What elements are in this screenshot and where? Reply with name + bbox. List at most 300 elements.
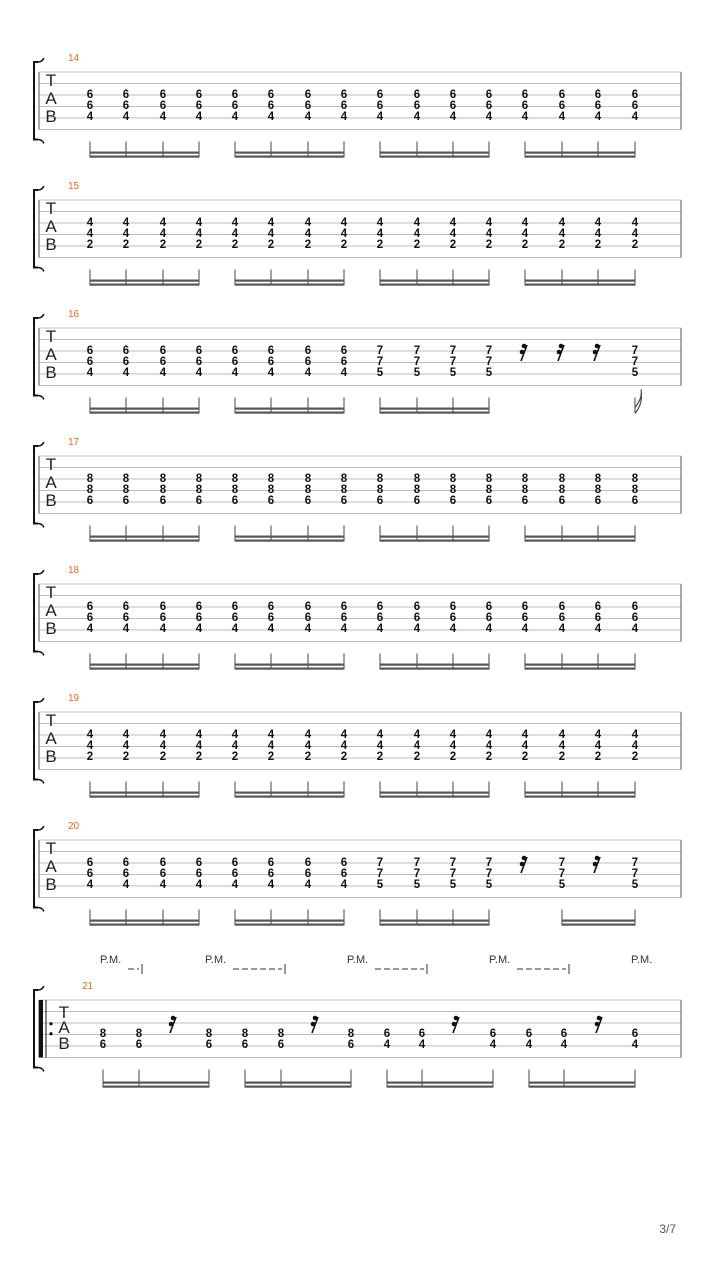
fret-number: 6 [86,495,94,507]
fret-number: 6 [521,612,529,624]
fret-number: 4 [267,740,275,752]
fret-number: 4 [122,111,130,123]
fret-number: 6 [304,857,312,869]
fret-number: 6 [159,345,167,357]
fret-number: 7 [376,857,384,869]
fret-number: 2 [449,239,457,251]
fret-number: 4 [86,623,94,635]
beam-lower [380,668,489,670]
fret-number: 5 [485,879,493,891]
fret-number: 4 [159,879,167,891]
fret-number: 6 [340,356,348,368]
fret-number: 8 [558,473,566,485]
bracket-bottom-curl [38,908,44,912]
beam-lower [235,412,344,414]
fret-number: 8 [159,484,167,496]
fret-number: 6 [413,601,421,613]
beam-lower [235,668,344,670]
fret-number: 6 [449,495,457,507]
bracket-top-curl [38,698,44,702]
fret-number: 4 [521,729,529,741]
rest-dot [597,1016,602,1021]
fret-number: 7 [449,868,457,880]
fret-number: 6 [418,1028,426,1040]
system-bracket [34,830,38,908]
beam-lower [525,796,635,798]
fret-number: 7 [449,356,457,368]
fret-number: 4 [231,623,239,635]
fret-number: 4 [376,111,384,123]
beam-lower [380,796,489,798]
fret-number: 4 [558,740,566,752]
fret-number: 6 [558,601,566,613]
fret-number: 2 [558,239,566,251]
fret-number: 2 [195,239,203,251]
fret-number: 4 [631,729,639,741]
bracket-top-curl [38,314,44,318]
fret-number: 4 [521,111,529,123]
fret-number: 4 [195,228,203,240]
sixteenth-rest [311,1016,318,1033]
fret-number: 6 [267,345,275,357]
fret-number: 6 [195,89,203,101]
fret-number: 2 [631,239,639,251]
fret-number: 7 [558,857,566,869]
fret-number: 2 [231,751,239,763]
rest-dot [522,856,527,861]
fret-number: 4 [340,228,348,240]
beam-lower [525,668,635,670]
beam-lower [90,412,199,414]
fret-number: 4 [195,623,203,635]
fret-number: 4 [267,367,275,379]
fret-number: 6 [340,495,348,507]
fret-number: 4 [340,367,348,379]
fret-number: 8 [304,484,312,496]
fret-number: 2 [304,239,312,251]
rest-dot [593,350,598,355]
bracket-top-curl [38,570,44,574]
tab-system-19 [34,693,681,798]
sixteenth-rest [593,856,600,873]
fret-number: 8 [267,473,275,485]
fret-number: 4 [122,623,130,635]
fret-number: 4 [195,217,203,229]
fret-number: 8 [304,473,312,485]
fret-number: 4 [340,879,348,891]
tab-letter-t: T [45,711,57,730]
fret-number: 6 [631,89,639,101]
fret-number: 6 [267,612,275,624]
fret-number: 2 [558,751,566,763]
sixteenth-rest [557,344,564,361]
beam-upper [525,792,635,794]
fret-number: 6 [376,495,384,507]
fret-number: 7 [413,345,421,357]
fret-number: 6 [195,356,203,368]
fret-number: 6 [122,89,130,101]
tab-letter-b: B [45,235,57,254]
tab-letter-a: A [45,601,57,620]
fret-number: 8 [340,473,348,485]
page-number: 3/7 [659,1222,676,1236]
beam-upper [380,920,489,922]
fret-number: 6 [159,601,167,613]
measure-number: 20 [68,821,80,832]
tab-letter-t: T [45,839,57,858]
fret-number: 7 [449,857,457,869]
fret-number: 6 [122,345,130,357]
fret-number: 7 [376,345,384,357]
fret-number: 8 [231,484,239,496]
beam-upper [529,1082,635,1084]
beam-lower [235,540,344,542]
system-bracket [34,574,38,652]
fret-number: 6 [413,100,421,112]
fret-number: 6 [631,100,639,112]
fret-number: 4 [159,217,167,229]
bracket-bottom-curl [38,780,44,784]
rest-dot [171,1016,176,1021]
fret-number: 6 [195,612,203,624]
fret-number: 4 [449,228,457,240]
tab-letter-b: B [45,363,57,382]
fret-number: 6 [205,1039,213,1051]
bracket-bottom-curl [38,268,44,272]
fret-number: 6 [122,495,130,507]
fret-number: 6 [122,857,130,869]
fret-number: 4 [195,879,203,891]
fret-number: 2 [267,239,275,251]
beam-upper [235,920,344,922]
fret-number: 7 [413,868,421,880]
fret-number: 4 [231,879,239,891]
system-bracket [34,446,38,524]
fret-number: 5 [376,367,384,379]
bracket-bottom-curl [38,652,44,656]
fret-number: 6 [231,495,239,507]
fret-number: 6 [340,857,348,869]
fret-number: 6 [267,857,275,869]
fret-number: 6 [594,89,602,101]
fret-number: 4 [485,740,493,752]
fret-number: 4 [521,623,529,635]
tab-letter-a: A [45,217,57,236]
fret-number: 6 [267,89,275,101]
fret-number: 6 [231,89,239,101]
fret-number: 6 [86,612,94,624]
fret-number: 5 [558,879,566,891]
fret-number: 4 [489,1039,497,1051]
fret-number: 6 [304,89,312,101]
fret-number: 4 [485,111,493,123]
beam-lower [235,796,344,798]
fret-number: 6 [594,495,602,507]
fret-number: 4 [413,217,421,229]
fret-number: 6 [304,601,312,613]
fret-number: 7 [558,868,566,880]
fret-number: 8 [376,473,384,485]
tab-letter-t: T [58,1003,70,1022]
beam-lower [103,1086,209,1088]
fret-number: 6 [558,495,566,507]
beam-lower [525,156,635,158]
fret-number: 4 [594,228,602,240]
fret-number: 4 [304,740,312,752]
fret-number: 2 [521,751,529,763]
fret-number: 2 [122,239,130,251]
fret-number: 4 [340,729,348,741]
rest-dot [559,344,564,349]
rest-dot [169,1022,174,1027]
fret-number: 4 [449,111,457,123]
sixteenth-rest [595,1016,602,1033]
fret-number: 4 [521,228,529,240]
tab-system-18 [34,565,681,670]
fret-number: 4 [449,740,457,752]
fret-number: 6 [413,89,421,101]
fret-number: 4 [594,111,602,123]
fret-number: 6 [340,89,348,101]
fret-number: 6 [449,601,457,613]
fret-number: 6 [485,612,493,624]
tab-letter-b: B [45,747,57,766]
tab-letter-t: T [45,199,57,218]
measure-number: 15 [68,181,80,192]
fret-number: 6 [485,89,493,101]
fret-number: 5 [449,367,457,379]
beam-upper [235,792,344,794]
fret-number: 6 [594,601,602,613]
tab-letter-b: B [45,875,57,894]
beam-upper [380,664,489,666]
fret-number: 6 [521,601,529,613]
fret-number: 6 [267,601,275,613]
measure-number: 19 [68,693,80,704]
fret-number: 4 [558,729,566,741]
fret-number: 4 [594,740,602,752]
fret-number: 7 [631,356,639,368]
fret-number: 6 [449,100,457,112]
fret-number: 8 [99,1028,107,1040]
fret-number: 4 [231,729,239,741]
fret-number: 4 [267,729,275,741]
fret-number: 6 [231,857,239,869]
fret-number: 4 [304,217,312,229]
fret-number: 4 [631,111,639,123]
fret-number: 6 [304,612,312,624]
beam-upper [90,152,199,154]
beam-lower [235,156,344,158]
fret-number: 6 [195,868,203,880]
fret-number: 8 [159,473,167,485]
fret-number: 6 [159,868,167,880]
fret-number: 4 [485,217,493,229]
fret-number: 8 [122,473,130,485]
measure-number: 16 [68,309,80,320]
fret-number: 6 [521,495,529,507]
fret-number: 6 [231,612,239,624]
beam-upper [380,792,489,794]
fret-number: 4 [267,879,275,891]
fret-number: 4 [594,623,602,635]
fret-number: 6 [267,356,275,368]
tab-letter-t: T [45,71,57,90]
fret-number: 4 [159,623,167,635]
fret-number: 4 [267,217,275,229]
sixteenth-rest [520,856,527,873]
fret-number: 2 [159,239,167,251]
fret-number: 2 [521,239,529,251]
fret-number: 6 [413,612,421,624]
palm-mute-label: P.M. [205,954,227,966]
tab-system-20 [34,821,681,926]
fret-number: 6 [340,612,348,624]
fret-number: 4 [304,879,312,891]
beam-upper [235,280,344,282]
measure-number: 21 [82,981,94,992]
beam-lower [245,1086,351,1088]
fret-number: 7 [485,868,493,880]
fret-number: 6 [304,495,312,507]
bracket-top-curl [38,58,44,62]
beam-upper [387,1082,493,1084]
fret-number: 5 [631,367,639,379]
bracket-top-curl [38,826,44,830]
rest-dot [452,1022,457,1027]
fret-number: 2 [122,751,130,763]
fret-number: 8 [485,484,493,496]
fret-number: 6 [195,857,203,869]
rest-dot [520,350,525,355]
fret-number: 6 [347,1039,355,1051]
fret-number: 5 [631,879,639,891]
sixteenth-rest [452,1016,459,1033]
fret-number: 4 [449,729,457,741]
fret-number: 6 [489,1028,497,1040]
fret-number: 4 [521,217,529,229]
fret-number: 6 [159,100,167,112]
fret-number: 6 [86,857,94,869]
fret-number: 4 [558,623,566,635]
beam-lower [235,284,344,286]
fret-number: 6 [449,89,457,101]
bracket-top-curl [38,186,44,190]
fret-number: 6 [86,89,94,101]
beam-upper [562,920,635,922]
fret-number: 6 [159,89,167,101]
beam-upper [380,280,489,282]
fret-number: 7 [413,356,421,368]
tab-letter-t: T [45,583,57,602]
fret-number: 4 [86,729,94,741]
fret-number: 6 [86,601,94,613]
fret-number: 6 [135,1039,143,1051]
fret-number: 6 [267,100,275,112]
fret-number: 6 [231,601,239,613]
system-bracket [34,990,38,1068]
repeat-thick-bar [39,1000,43,1058]
fret-number: 6 [594,100,602,112]
fret-number: 2 [594,751,602,763]
fret-number: 4 [376,228,384,240]
fret-number: 7 [485,345,493,357]
fret-number: 6 [122,100,130,112]
fret-number: 6 [122,868,130,880]
beam-upper [525,152,635,154]
system-bracket [34,62,38,140]
fret-number: 2 [485,239,493,251]
system-bracket [34,318,38,396]
tab-letter-a: A [45,473,57,492]
fret-number: 6 [449,612,457,624]
tab-letter-t: T [45,455,57,474]
fret-number: 6 [376,612,384,624]
beam-upper [90,280,199,282]
fret-number: 4 [231,228,239,240]
fret-number: 6 [195,100,203,112]
fret-number: 4 [560,1039,568,1051]
fret-number: 8 [631,473,639,485]
fret-number: 6 [195,601,203,613]
fret-number: 6 [560,1028,568,1040]
fret-number: 4 [86,111,94,123]
fret-number: 2 [631,751,639,763]
beam-lower [380,924,489,926]
fret-number: 6 [304,100,312,112]
fret-number: 4 [413,228,421,240]
fret-number: 4 [594,729,602,741]
palm-mute-label: P.M. [631,954,653,966]
fret-number: 2 [413,239,421,251]
fret-number: 6 [195,495,203,507]
beam-lower [90,796,199,798]
tab-system-21 [34,981,681,1088]
fret-number: 6 [195,345,203,357]
beam-upper [525,536,635,538]
beam-upper [235,664,344,666]
fret-number: 6 [413,495,421,507]
fret-number: 4 [122,217,130,229]
fret-number: 2 [304,751,312,763]
fret-number: 4 [558,217,566,229]
fret-number: 4 [195,740,203,752]
fret-number: 6 [122,601,130,613]
fret-number: 6 [376,89,384,101]
fret-number: 6 [383,1028,391,1040]
fret-number: 8 [521,473,529,485]
fret-number: 4 [449,217,457,229]
fret-number: 7 [631,345,639,357]
fret-number: 2 [594,239,602,251]
fret-number: 5 [485,367,493,379]
fret-number: 4 [304,228,312,240]
fret-number: 4 [86,879,94,891]
sixteenth-rest [593,344,600,361]
fret-number: 8 [449,473,457,485]
system-bracket [34,190,38,268]
palm-mute-markings [100,954,652,974]
palm-mute-label: P.M. [489,954,511,966]
beam-upper [525,664,635,666]
fret-number: 6 [376,601,384,613]
fret-number: 4 [231,740,239,752]
tab-letter-b: B [45,619,57,638]
beam-lower [380,156,489,158]
fret-number: 6 [521,100,529,112]
tab-letter-t: T [45,327,57,346]
fret-number: 4 [159,367,167,379]
